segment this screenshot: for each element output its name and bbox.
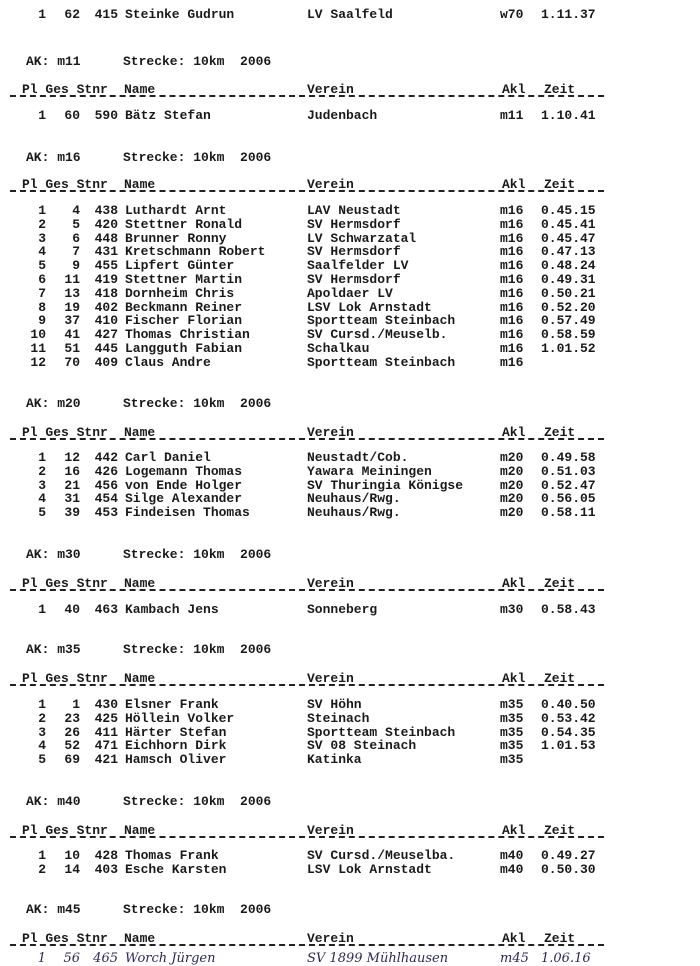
- time-cell: 0.49.27: [541, 848, 596, 863]
- name-cell: Steinke Gudrun: [125, 7, 235, 22]
- table-row: [0, 451, 700, 465]
- place-cell: 9: [38, 313, 46, 329]
- place-cell: 8: [38, 299, 46, 315]
- age-class-cell: m16: [500, 285, 524, 301]
- club-cell: Steinach: [307, 710, 370, 726]
- club-cell: SV 1899 Mühlhausen: [307, 951, 449, 966]
- header-time: Zeit: [544, 82, 576, 97]
- overall-cell: 11: [64, 272, 80, 287]
- name-cell: Fischer Florian: [125, 313, 243, 329]
- time-cell: 0.49.31: [541, 272, 596, 287]
- age-class-cell: m20: [500, 477, 524, 493]
- overall-cell: 14: [64, 861, 80, 877]
- overall-cell: 23: [64, 710, 80, 726]
- column-headers: [0, 425, 700, 439]
- name-cell: Silge Alexander: [125, 491, 243, 507]
- table-row: [0, 342, 700, 356]
- club-cell: LV Saalfeld: [307, 7, 393, 22]
- overall-cell: 1: [72, 697, 80, 712]
- club-cell: SV Hermsdorf: [307, 216, 401, 232]
- bib-cell: 590: [94, 108, 118, 123]
- place-cell: 2: [38, 710, 46, 726]
- distance-label: Strecke: 10km 2006: [123, 642, 272, 657]
- place-cell: 5: [38, 258, 46, 274]
- bib-cell: 456: [94, 477, 118, 493]
- table-row: [0, 109, 700, 123]
- club-cell: SV Hermsdorf: [307, 244, 401, 260]
- age-class-cell: m20: [500, 505, 524, 521]
- club-cell: Saalfelder LV: [307, 258, 409, 274]
- table-row: [0, 204, 700, 218]
- bib-cell: 448: [94, 230, 118, 246]
- header-age-class: Akl: [502, 82, 526, 97]
- club-cell: Sportteam Steinbach: [307, 313, 456, 329]
- header-time: Zeit: [544, 177, 576, 192]
- name-cell: Findeisen Thomas: [125, 505, 250, 521]
- age-class-cell: m35: [500, 724, 524, 740]
- age-class-cell: w70: [500, 7, 524, 22]
- header-place-overall-bib: Pl Ges Stnr: [22, 576, 108, 591]
- time-cell: 0.50.21: [541, 285, 596, 301]
- club-cell: Yawara Meiningen: [307, 463, 432, 479]
- time-cell: 1.01.52: [541, 341, 596, 356]
- age-class-label: AK: m40: [26, 794, 81, 809]
- header-age-class: Akl: [502, 177, 526, 192]
- header-name: Name: [124, 425, 156, 440]
- table-row: [0, 506, 700, 520]
- bib-cell: 465: [93, 951, 118, 966]
- column-headers: [0, 177, 700, 191]
- table-row: [0, 273, 700, 287]
- overall-cell: 60: [64, 108, 80, 123]
- age-class-cell: m11: [500, 108, 524, 123]
- table-row: [0, 952, 700, 966]
- overall-cell: 19: [64, 299, 80, 315]
- place-cell: 1: [38, 7, 46, 22]
- header-club: Verein: [307, 823, 354, 838]
- header-name: Name: [124, 177, 156, 192]
- place-cell: 1: [38, 108, 46, 123]
- section-header: [0, 794, 700, 808]
- column-headers: [0, 82, 700, 96]
- overall-cell: 9: [72, 258, 80, 274]
- overall-cell: 39: [64, 505, 80, 521]
- table-row: [0, 287, 700, 301]
- age-class-cell: m45: [500, 951, 529, 966]
- place-cell: 5: [38, 752, 46, 768]
- header-divider: [10, 589, 604, 591]
- time-cell: 0.50.30: [541, 861, 596, 877]
- overall-cell: 16: [64, 463, 80, 479]
- age-class-cell: m20: [500, 450, 524, 465]
- bib-cell: 430: [94, 697, 118, 712]
- age-class-cell: m40: [500, 848, 524, 863]
- header-time: Zeit: [544, 823, 576, 838]
- club-cell: Apoldaer LV: [307, 285, 393, 301]
- place-cell: 10: [30, 327, 46, 343]
- time-cell: 0.52.47: [541, 477, 596, 493]
- header-place-overall-bib: Pl Ges Stnr: [22, 177, 108, 192]
- overall-cell: 6: [72, 230, 80, 246]
- bib-cell: 454: [94, 491, 118, 507]
- bib-cell: 420: [94, 216, 118, 232]
- header-club: Verein: [307, 177, 354, 192]
- age-class-cell: m16: [500, 203, 524, 218]
- place-cell: 7: [38, 285, 46, 301]
- club-cell: SV Hermsdorf: [307, 272, 401, 287]
- table-row: [0, 603, 700, 617]
- name-cell: Thomas Christian: [125, 327, 250, 343]
- bib-cell: 410: [94, 313, 118, 329]
- bib-cell: 463: [94, 602, 118, 617]
- age-class-cell: m16: [500, 327, 524, 343]
- header-age-class: Akl: [502, 576, 526, 591]
- header-time: Zeit: [544, 576, 576, 591]
- club-cell: SV Thuringia Königse: [307, 477, 464, 493]
- header-divider: [10, 836, 604, 838]
- place-cell: 4: [38, 244, 46, 260]
- bib-cell: 453: [94, 505, 118, 521]
- bib-cell: 419: [94, 272, 118, 287]
- time-cell: 0.58.11: [541, 505, 596, 521]
- club-cell: LAV Neustadt: [307, 203, 401, 218]
- header-place-overall-bib: Pl Ges Stnr: [22, 823, 108, 838]
- place-cell: 5: [38, 505, 46, 521]
- time-cell: 0.45.15: [541, 203, 596, 218]
- header-divider: [10, 684, 604, 686]
- age-class-cell: m16: [500, 258, 524, 274]
- club-cell: Sportteam Steinbach: [307, 724, 456, 740]
- bib-cell: 438: [94, 203, 118, 218]
- overall-cell: 52: [64, 738, 80, 754]
- distance-label: Strecke: 10km 2006: [123, 150, 272, 165]
- overall-cell: 12: [64, 450, 80, 465]
- time-cell: 1.06.16: [541, 951, 591, 966]
- bib-cell: 403: [94, 861, 118, 877]
- bib-cell: 427: [94, 327, 118, 343]
- header-age-class: Akl: [502, 931, 526, 946]
- club-cell: Neuhaus/Rwg.: [307, 505, 401, 521]
- table-row: [0, 465, 700, 479]
- distance-label: Strecke: 10km 2006: [123, 54, 272, 69]
- overall-cell: 26: [64, 724, 80, 740]
- overall-cell: 56: [63, 951, 80, 966]
- name-cell: Thomas Frank: [125, 848, 219, 863]
- table-row: [0, 698, 700, 712]
- age-class-label: AK: m30: [26, 547, 81, 562]
- club-cell: LSV Lok Arnstadt: [307, 299, 432, 315]
- table-row: [0, 753, 700, 767]
- name-cell: Stettner Martin: [125, 272, 243, 287]
- club-cell: Sportteam Steinbach: [307, 354, 456, 370]
- name-cell: Bätz Stefan: [125, 108, 211, 123]
- header-club: Verein: [307, 576, 354, 591]
- name-cell: Beckmann Reiner: [125, 299, 243, 315]
- section-header: [0, 54, 700, 68]
- overall-cell: 62: [64, 7, 80, 22]
- column-headers: [0, 823, 700, 837]
- header-age-class: Akl: [502, 425, 526, 440]
- place-cell: 4: [38, 738, 46, 754]
- place-cell: 2: [38, 861, 46, 877]
- overall-cell: 21: [64, 477, 80, 493]
- time-cell: 0.53.42: [541, 710, 596, 726]
- time-cell: 0.54.35: [541, 724, 596, 740]
- column-headers: [0, 576, 700, 590]
- place-cell: 11: [30, 341, 46, 356]
- section-header: [0, 150, 700, 164]
- table-row: [0, 8, 700, 22]
- overall-cell: 10: [64, 848, 80, 863]
- name-cell: Carl Daniel: [125, 450, 211, 465]
- place-cell: 1: [37, 951, 46, 966]
- time-cell: 0.57.49: [541, 313, 596, 329]
- club-cell: SV Höhn: [307, 697, 362, 712]
- bib-cell: 426: [94, 463, 118, 479]
- header-place-overall-bib: Pl Ges Stnr: [22, 931, 108, 946]
- name-cell: Hamsch Oliver: [125, 752, 227, 768]
- place-cell: 4: [38, 491, 46, 507]
- header-name: Name: [124, 576, 156, 591]
- table-row: [0, 863, 700, 877]
- club-cell: Neustadt/Cob.: [307, 450, 409, 465]
- name-cell: Höllein Volker: [125, 710, 235, 726]
- name-cell: Kretschmann Robert: [125, 244, 266, 260]
- name-cell: Brunner Ronny: [125, 230, 227, 246]
- table-row: [0, 849, 700, 863]
- distance-label: Strecke: 10km 2006: [123, 396, 272, 411]
- section-header: [0, 902, 700, 916]
- place-cell: 12: [30, 354, 46, 370]
- time-cell: 0.56.05: [541, 491, 596, 507]
- age-class-cell: m16: [500, 313, 524, 329]
- header-club: Verein: [307, 82, 354, 97]
- place-cell: 2: [38, 216, 46, 232]
- name-cell: Eichhorn Dirk: [125, 738, 227, 754]
- age-class-cell: m16: [500, 354, 524, 370]
- time-cell: 0.48.24: [541, 258, 596, 274]
- header-club: Verein: [307, 931, 354, 946]
- time-cell: 0.47.13: [541, 244, 596, 260]
- name-cell: Langguth Fabian: [125, 341, 243, 356]
- bib-cell: 418: [94, 285, 118, 301]
- bib-cell: 442: [94, 450, 118, 465]
- age-class-cell: m35: [500, 752, 524, 768]
- club-cell: Schalkau: [307, 341, 370, 356]
- place-cell: 3: [38, 230, 46, 246]
- age-class-cell: m16: [500, 341, 524, 356]
- header-age-class: Akl: [502, 823, 526, 838]
- name-cell: Esche Karsten: [125, 861, 227, 877]
- age-class-label: AK: m16: [26, 150, 81, 165]
- overall-cell: 31: [64, 491, 80, 507]
- age-class-cell: m16: [500, 216, 524, 232]
- bib-cell: 445: [94, 341, 118, 356]
- header-divider: [10, 95, 604, 97]
- distance-label: Strecke: 10km 2006: [123, 794, 272, 809]
- age-class-cell: m35: [500, 738, 524, 754]
- place-cell: 6: [38, 272, 46, 287]
- name-cell: von Ende Holger: [125, 477, 243, 493]
- age-class-cell: m20: [500, 491, 524, 507]
- name-cell: Luthardt Arnt: [125, 203, 227, 218]
- place-cell: 1: [38, 848, 46, 863]
- age-class-label: AK: m20: [26, 396, 81, 411]
- club-cell: LSV Lok Arnstadt: [307, 861, 432, 877]
- overall-cell: 41: [64, 327, 80, 343]
- name-cell: Dornheim Chris: [125, 285, 235, 301]
- table-row: [0, 712, 700, 726]
- overall-cell: 69: [64, 752, 80, 768]
- name-cell: Härter Stefan: [125, 724, 227, 740]
- time-cell: 0.51.03: [541, 463, 596, 479]
- time-cell: 0.58.59: [541, 327, 596, 343]
- club-cell: SV Cursd./Meuselb.: [307, 327, 448, 343]
- bib-cell: 409: [94, 354, 118, 370]
- place-cell: 1: [38, 203, 46, 218]
- time-cell: 0.40.50: [541, 697, 596, 712]
- name-cell: Claus Andre: [125, 354, 211, 370]
- place-cell: 3: [38, 724, 46, 740]
- header-divider: [10, 438, 604, 440]
- name-cell: Elsner Frank: [125, 697, 219, 712]
- age-class-cell: m16: [500, 299, 524, 315]
- age-class-cell: m30: [500, 602, 524, 617]
- overall-cell: 51: [64, 341, 80, 356]
- age-class-cell: m20: [500, 463, 524, 479]
- club-cell: Katinka: [307, 752, 362, 768]
- time-cell: 0.49.58: [541, 450, 596, 465]
- age-class-cell: m40: [500, 861, 524, 877]
- section-header: [0, 547, 700, 561]
- overall-cell: 13: [64, 285, 80, 301]
- header-divider: [10, 190, 604, 192]
- overall-cell: 40: [64, 602, 80, 617]
- club-cell: Neuhaus/Rwg.: [307, 491, 401, 507]
- overall-cell: 70: [64, 354, 80, 370]
- club-cell: SV 08 Steinach: [307, 738, 417, 754]
- place-cell: 1: [38, 697, 46, 712]
- time-cell: 0.45.41: [541, 216, 596, 232]
- overall-cell: 4: [72, 203, 80, 218]
- age-class-label: AK: m35: [26, 642, 81, 657]
- club-cell: SV Cursd./Meuselba.: [307, 848, 456, 863]
- place-cell: 1: [38, 602, 46, 617]
- header-age-class: Akl: [502, 671, 526, 686]
- place-cell: 1: [38, 450, 46, 465]
- bib-cell: 425: [94, 710, 118, 726]
- overall-cell: 7: [72, 244, 80, 260]
- time-cell: 1.10.41: [541, 108, 596, 123]
- age-class-cell: m16: [500, 230, 524, 246]
- time-cell: 1.01.53: [541, 738, 596, 754]
- name-cell: Logemann Thomas: [125, 463, 243, 479]
- bib-cell: 411: [94, 724, 118, 740]
- time-cell: 0.52.20: [541, 299, 596, 315]
- age-class-cell: m35: [500, 697, 524, 712]
- time-cell: 1.11.37: [541, 7, 596, 22]
- place-cell: 3: [38, 477, 46, 493]
- age-class-label: AK: m45: [26, 902, 81, 917]
- header-divider: [10, 944, 604, 946]
- header-place-overall-bib: Pl Ges Stnr: [22, 671, 108, 686]
- age-class-cell: m16: [500, 244, 524, 260]
- bib-cell: 428: [94, 848, 118, 863]
- age-class-label: AK: m11: [26, 54, 81, 69]
- header-name: Name: [124, 931, 156, 946]
- bib-cell: 402: [94, 299, 118, 315]
- header-place-overall-bib: Pl Ges Stnr: [22, 425, 108, 440]
- header-place-overall-bib: Pl Ges Stnr: [22, 82, 108, 97]
- time-cell: 0.58.43: [541, 602, 596, 617]
- club-cell: LV Schwarzatal: [307, 230, 417, 246]
- name-cell: Lipfert Günter: [125, 258, 235, 274]
- distance-label: Strecke: 10km 2006: [123, 902, 272, 917]
- bib-cell: 421: [94, 752, 118, 768]
- header-time: Zeit: [544, 931, 576, 946]
- club-cell: Sonneberg: [307, 602, 378, 617]
- table-row: [0, 356, 700, 370]
- name-cell: Stettner Ronald: [125, 216, 243, 232]
- place-cell: 2: [38, 463, 46, 479]
- section-header: [0, 396, 700, 410]
- header-name: Name: [124, 671, 156, 686]
- name-cell: Worch Jürgen: [125, 951, 216, 966]
- age-class-cell: m35: [500, 710, 524, 726]
- club-cell: Judenbach: [307, 108, 378, 123]
- overall-cell: 5: [72, 216, 80, 232]
- time-cell: 0.45.47: [541, 230, 596, 246]
- bib-cell: 471: [94, 738, 118, 754]
- table-row: [0, 218, 700, 232]
- bib-cell: 455: [94, 258, 118, 274]
- column-headers: [0, 671, 700, 685]
- bib-cell: 415: [94, 7, 118, 22]
- header-time: Zeit: [544, 425, 576, 440]
- header-club: Verein: [307, 671, 354, 686]
- age-class-cell: m16: [500, 272, 524, 287]
- header-name: Name: [124, 82, 156, 97]
- column-headers: [0, 931, 700, 945]
- header-name: Name: [124, 823, 156, 838]
- distance-label: Strecke: 10km 2006: [123, 547, 272, 562]
- bib-cell: 431: [94, 244, 118, 260]
- header-time: Zeit: [544, 671, 576, 686]
- section-header: [0, 642, 700, 656]
- name-cell: Kambach Jens: [125, 602, 219, 617]
- header-club: Verein: [307, 425, 354, 440]
- overall-cell: 37: [64, 313, 80, 329]
